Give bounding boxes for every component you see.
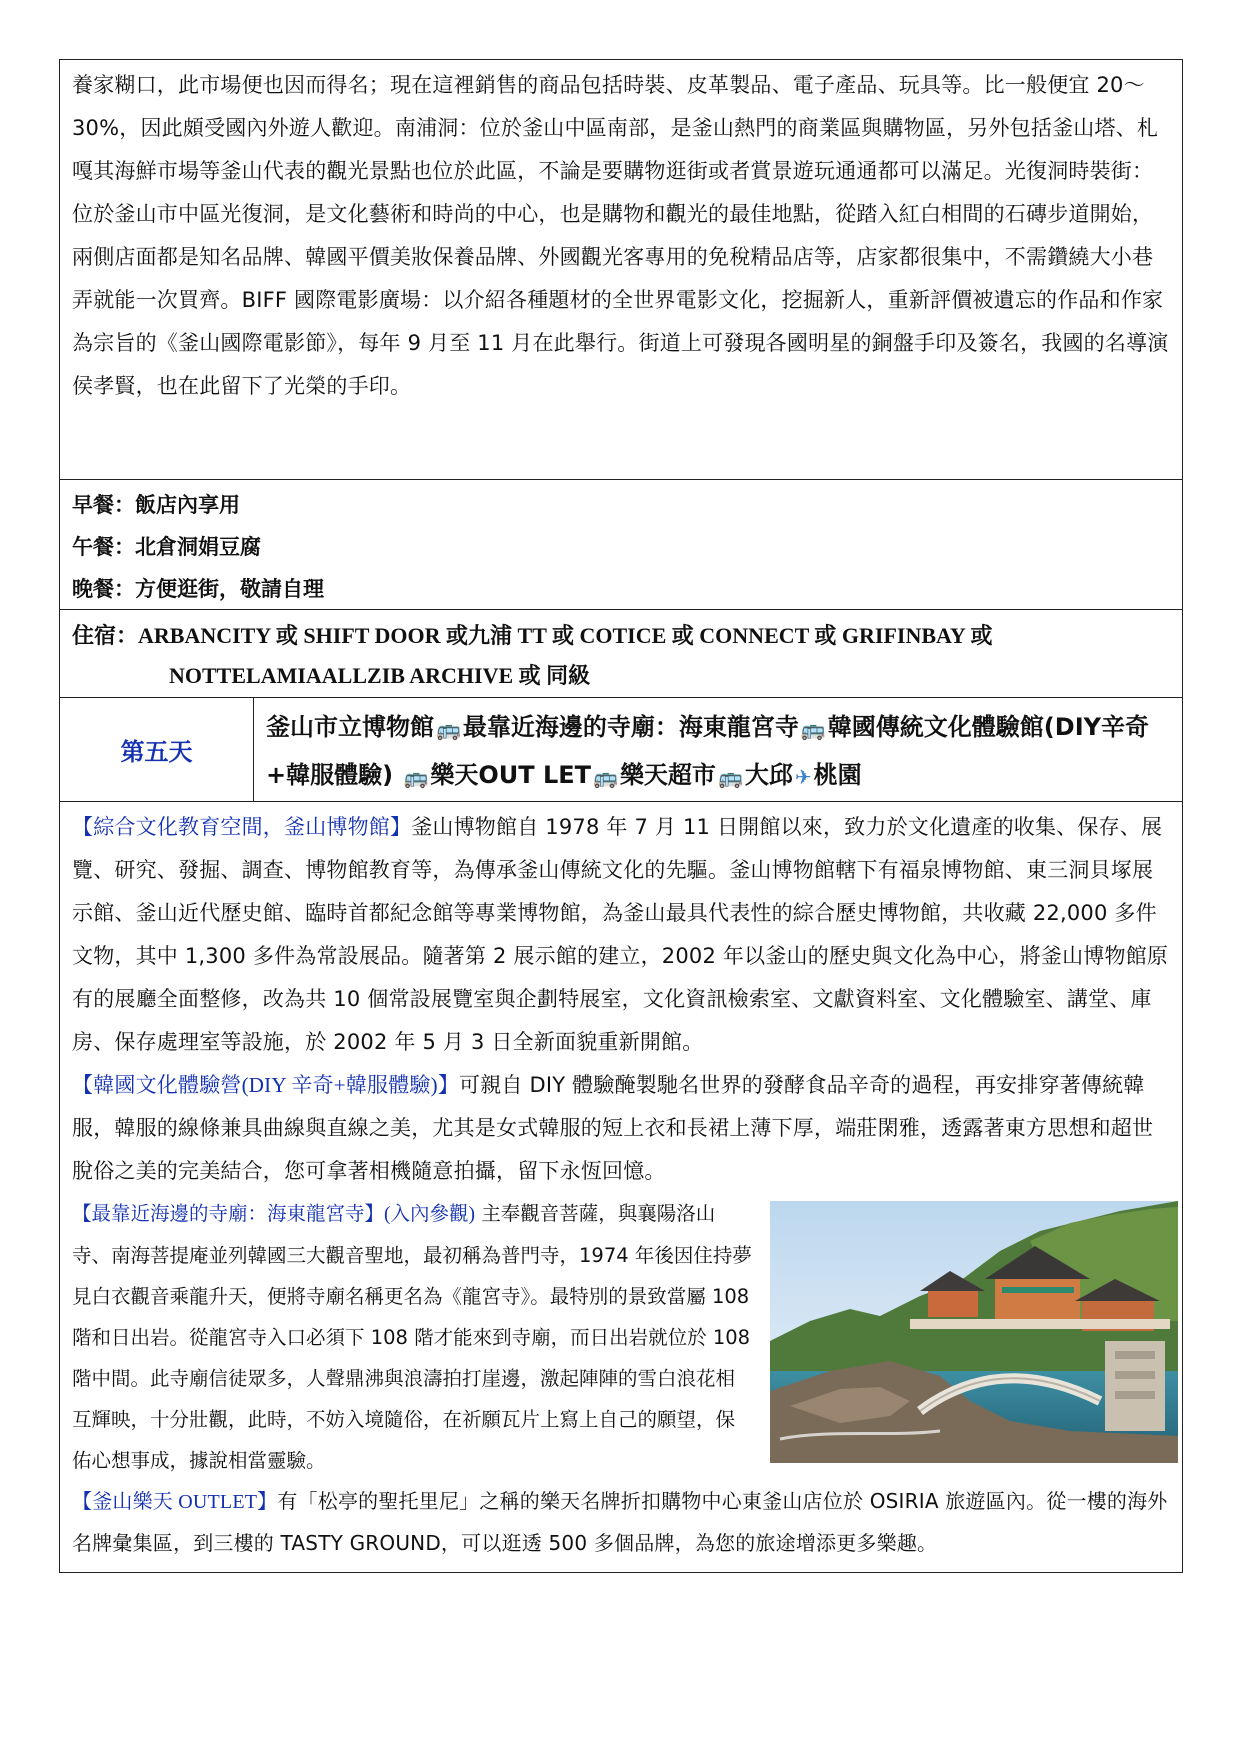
stop-supermarket: 樂天超市 (619, 761, 716, 789)
hotel-line-2: NOTTELAMIAALLZIB ARCHIVE 或 同級 (169, 663, 591, 688)
itinerary-table (59, 59, 1183, 1573)
day-route (254, 698, 1182, 801)
stop-outlet: 樂天OUT LET (430, 761, 592, 789)
dinner: 晚餐：方便逛街，敬請自理 (72, 577, 324, 601)
meals-cell (60, 480, 1182, 610)
culture-heading: 【韓國文化體驗營(DIY 辛奇+韓服體驗)】 (72, 1073, 460, 1097)
museum-section (60, 806, 1182, 1064)
temple-heading: 【最靠近海邊的寺廟：海東龍宮寺】 (72, 1204, 385, 1225)
details-cell (60, 802, 1182, 1572)
lunch: 午餐：北倉洞娟豆腐 (72, 535, 261, 559)
hotel-cell (60, 610, 1182, 698)
stop-temple: 最靠近海邊的寺廟：海東龍宮寺 (462, 713, 799, 741)
bus-icon: 🚌 (593, 765, 618, 789)
bus-icon: 🚌 (403, 765, 429, 789)
culture-section (60, 1064, 1182, 1193)
museum-heading: 【綜合文化教育空間，釜山博物館】 (72, 815, 412, 839)
outlet-section (60, 1481, 1182, 1564)
plane-icon: ✈ (794, 765, 812, 789)
intro-text: 養家糊口，此市場便也因而得名；現在這裡銷售的商品包括時裝、皮革製品、電子產品、玩具等。比一般便宜 20～30%，因此頗受國內外遊人歡迎。南浦洞：位於釜山中區南部，是釜山熱門的商業區與購物區，另外包括釜山塔、札嘎其海鮮市場等釜山代表的觀光景點也位於此區，不論是要購物逛街或者賞景遊玩通通都可以滿足。光復洞時裝街：位於釜山市中區光復洞，是文化藝術和時尚的中心，也是購物和觀光的最佳地點，從踏入紅白相間的石磚步道開始，兩側店面都是知名品牌、韓國平價美妝保養品牌、外國觀光客專用的免稅精品店等，店家都很集中，不需鑽繞大小巷弄就能一次買齊。BIFF 國際電影廣場：以介紹各種題材的全世界電影文化，挖掘新人，重新評價被遺忘的作品和作家為宗旨的《釜山國際電影節》，每年 9 月至 11 月在此舉行。街道上可發現各國明星的銅盤手印及簽名，我國的名導演侯孝賢，也在此留下了光榮的手印。 (72, 73, 1169, 398)
stop-culture: 韓國傳統文化體驗館(DIY辛奇+韓服體驗) (266, 713, 1150, 789)
stop-museum: 釜山市立博物館 (266, 713, 434, 741)
breakfast: 早餐：飯店內享用 (72, 493, 240, 517)
temple-paragraph (60, 1193, 752, 1481)
outlet-text: 有「松亭的聖托里尼」之稱的樂天名牌折扣購物中心東釜山店位於 OSIRIA 旅遊區內。從一樓的海外名牌彙集區，到三樓的 TASTY GROUND，可以逛透 500 多個品牌，為您的旅途增添更多樂趣。 (72, 1489, 1168, 1555)
bus-icon: 🚌 (436, 717, 461, 741)
temple-photo-illustration (770, 1201, 1178, 1463)
stop-taoyuan: 桃園 (813, 761, 862, 789)
temple-photo (770, 1201, 1178, 1463)
hotel-line-1: 住宿：ARBANCITY 或 SHIFT DOOR 或九浦 TT 或 COTICE 或 CONNECT 或 GRIFINBAY 或 (72, 623, 993, 648)
day-label: 第五天 (60, 698, 254, 801)
day-header (60, 698, 1182, 802)
temple-text: 主奉觀音菩薩，與襄陽洛山寺、南海菩提庵並列韓國三大觀音聖地，最初稱為普門寺，1974 年後因住持夢見白衣觀音乘龍升天，便將寺廟名稱更名為《龍宮寺》。最特別的景致當屬 108 階和日出岩。從龍宮寺入口必須下 108 階才能來到寺廟，而日出岩就位於 108 階中間。此寺廟信徒眾多，人聲鼎沸與浪濤拍打崖邊，激起陣陣的雪白浪花相互輝映，十分壯觀，此時，不妨入境隨俗，在祈願瓦片上寫上自己的願望，保佑心想事成，據說相當靈驗。 (72, 1202, 752, 1472)
intro-cell (60, 60, 1182, 480)
museum-text: 釜山博物館自 1978 年 7 月 11 日開館以來，致力於文化遺產的收集、保存、展覽、研究、發掘、調查、博物館教育等，為傳承釜山傳統文化的先驅。釜山博物館轄下有福泉博物館、東三洞貝塚展示館、釜山近代歷史館、臨時首都紀念館等專業博物館，為釜山最具代表性的綜合歷史博物館，共收藏 22,000 多件文物，其中 1,300 多件為常設展品。隨著第 2 展示館的建立，2002 年以釜山的歷史與文化為中心，將釜山博物館原有的展廳全面整修，改為共 10 個常設展覽室與企劃特展室，文化資訊檢索室、文獻資料室、文化體驗室、講堂、庫房、保存處理室等設施，於 2002 年 5 月 3 日全新面貌重新開館。 (72, 815, 1169, 1054)
temple-badge: (入內參觀) (384, 1204, 476, 1225)
bus-icon: 🚌 (800, 717, 826, 741)
bus-icon: 🚌 (717, 765, 743, 789)
culture-text: 可親自 DIY 體驗醃製馳名世界的發酵食品辛奇的過程，再安排穿著傳統韓服，韓服的線條兼具曲線與直線之美，尤其是女式韓服的短上衣和長裙上薄下厚，端莊閑雅，透露著東方思想和超世脫俗之美的完美結合，您可拿著相機隨意拍攝，留下永恆回憶。 (72, 1073, 1154, 1183)
outlet-heading: 【釜山樂天 OUTLET】 (72, 1491, 278, 1513)
temple-section (60, 1193, 1182, 1481)
stop-daegu: 大邱 (744, 761, 793, 789)
